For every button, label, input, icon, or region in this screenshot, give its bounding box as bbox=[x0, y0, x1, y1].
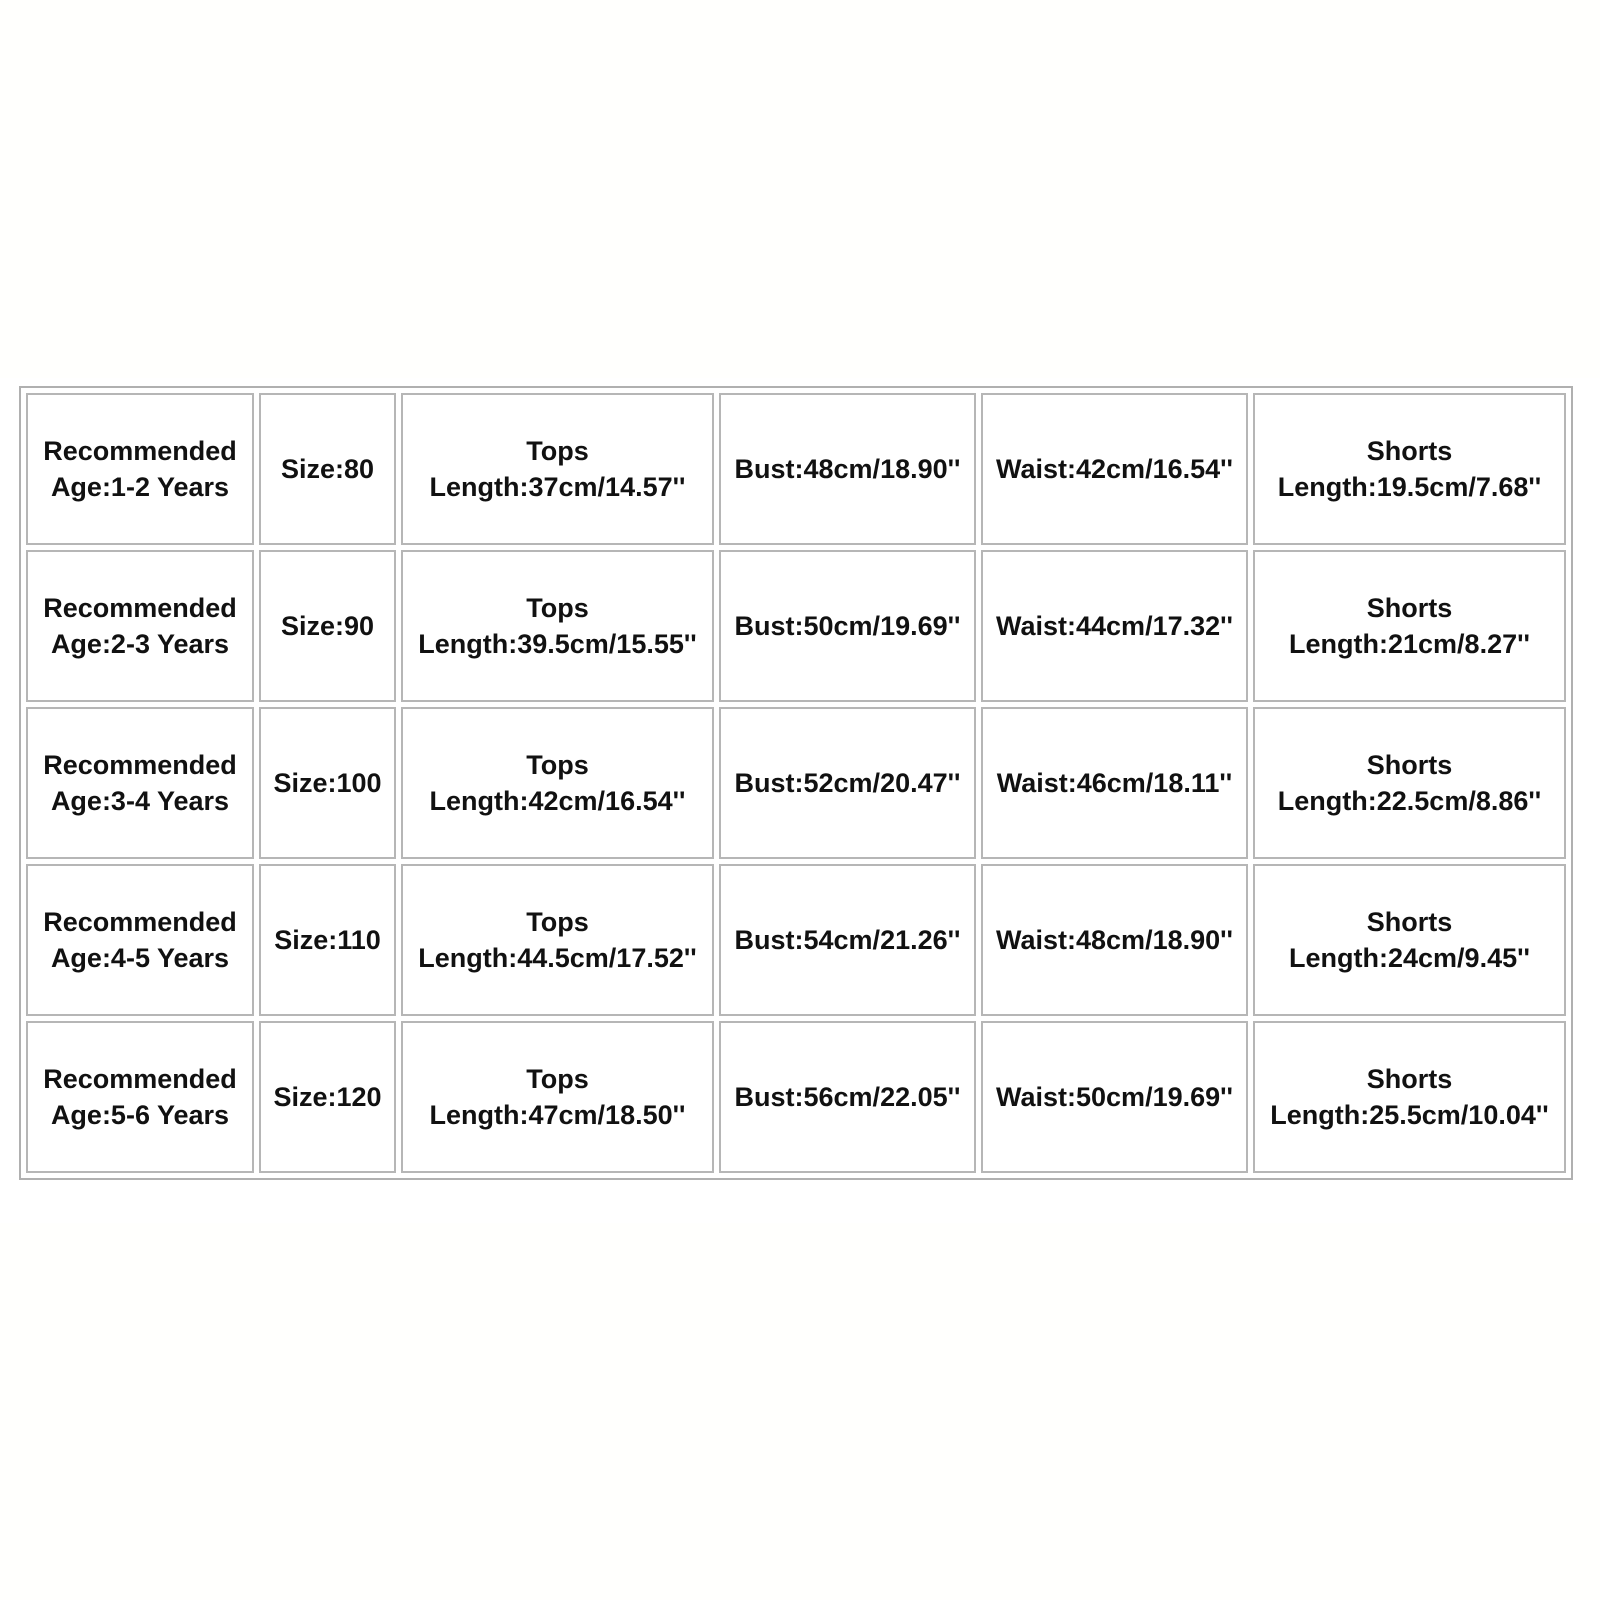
shorts-length-value: Length:22.5cm/8.86'' bbox=[1277, 786, 1542, 816]
size-chart-body bbox=[26, 393, 1566, 1173]
waist-cell bbox=[981, 550, 1248, 702]
age-label: Recommended bbox=[43, 436, 237, 466]
shorts-length-cell bbox=[1253, 393, 1566, 545]
bust-cell bbox=[719, 864, 976, 1016]
size-cell bbox=[259, 1021, 396, 1173]
table-row bbox=[26, 864, 1566, 1016]
waist-cell bbox=[981, 1021, 1248, 1173]
tops-length-value: Length:47cm/18.50'' bbox=[429, 1100, 686, 1130]
tops-length-value: Length:39.5cm/15.55'' bbox=[418, 629, 697, 659]
bust-cell bbox=[719, 393, 976, 545]
shorts-label: Shorts bbox=[1366, 1064, 1453, 1094]
waist-value: Waist:42cm/16.54'' bbox=[996, 454, 1233, 484]
bust-value: Bust:54cm/21.26'' bbox=[734, 925, 961, 955]
shorts-length-cell bbox=[1253, 1021, 1566, 1173]
shorts-length-cell bbox=[1253, 550, 1566, 702]
age-cell bbox=[26, 864, 254, 1016]
shorts-label: Shorts bbox=[1366, 593, 1453, 623]
shorts-label: Shorts bbox=[1366, 907, 1453, 937]
shorts-length-value: Length:19.5cm/7.68'' bbox=[1277, 472, 1542, 502]
age-range: Age:1-2 Years bbox=[50, 472, 230, 502]
size-cell bbox=[259, 550, 396, 702]
tops-label: Tops bbox=[526, 750, 589, 780]
shorts-label: Shorts bbox=[1366, 436, 1453, 466]
bust-cell bbox=[719, 550, 976, 702]
age-cell bbox=[26, 707, 254, 859]
shorts-length-value: Length:21cm/8.27'' bbox=[1289, 629, 1530, 659]
shorts-label: Shorts bbox=[1366, 750, 1453, 780]
tops-label: Tops bbox=[526, 593, 589, 623]
age-cell bbox=[26, 393, 254, 545]
tops-length-cell bbox=[401, 550, 714, 702]
age-cell bbox=[26, 1021, 254, 1173]
age-label: Recommended bbox=[43, 750, 237, 780]
table-row bbox=[26, 550, 1566, 702]
table-row bbox=[26, 1021, 1566, 1173]
waist-value: Waist:48cm/18.90'' bbox=[996, 925, 1233, 955]
size-value: Size:100 bbox=[273, 768, 382, 798]
bust-value: Bust:56cm/22.05'' bbox=[734, 1082, 961, 1112]
waist-value: Waist:44cm/17.32'' bbox=[996, 611, 1233, 641]
tops-length-value: Length:37cm/14.57'' bbox=[429, 472, 686, 502]
age-label: Recommended bbox=[43, 1064, 237, 1094]
shorts-length-cell bbox=[1253, 864, 1566, 1016]
size-cell bbox=[259, 707, 396, 859]
tops-length-cell bbox=[401, 1021, 714, 1173]
size-cell bbox=[259, 393, 396, 545]
shorts-length-cell bbox=[1253, 707, 1566, 859]
bust-cell bbox=[719, 707, 976, 859]
waist-value: Waist:46cm/18.11'' bbox=[996, 768, 1233, 798]
bust-value: Bust:50cm/19.69'' bbox=[734, 611, 961, 641]
tops-length-cell bbox=[401, 393, 714, 545]
age-range: Age:2-3 Years bbox=[50, 629, 230, 659]
table-row bbox=[26, 707, 1566, 859]
table-row bbox=[26, 393, 1566, 545]
waist-cell bbox=[981, 393, 1248, 545]
bust-value: Bust:48cm/18.90'' bbox=[734, 454, 961, 484]
waist-cell bbox=[981, 864, 1248, 1016]
age-range: Age:5-6 Years bbox=[50, 1100, 230, 1130]
tops-length-value: Length:42cm/16.54'' bbox=[429, 786, 686, 816]
size-chart-table bbox=[19, 386, 1573, 1180]
bust-value: Bust:52cm/20.47'' bbox=[734, 768, 961, 798]
size-value: Size:120 bbox=[273, 1082, 382, 1112]
shorts-length-value: Length:24cm/9.45'' bbox=[1289, 943, 1530, 973]
tops-label: Tops bbox=[526, 1064, 589, 1094]
age-range: Age:4-5 Years bbox=[50, 943, 230, 973]
size-value: Size:90 bbox=[280, 611, 375, 641]
tops-length-cell bbox=[401, 707, 714, 859]
tops-length-cell bbox=[401, 864, 714, 1016]
waist-cell bbox=[981, 707, 1248, 859]
tops-label: Tops bbox=[526, 436, 589, 466]
size-cell bbox=[259, 864, 396, 1016]
shorts-length-value: Length:25.5cm/10.04'' bbox=[1270, 1100, 1549, 1130]
age-label: Recommended bbox=[43, 907, 237, 937]
age-range: Age:3-4 Years bbox=[50, 786, 230, 816]
tops-length-value: Length:44.5cm/17.52'' bbox=[418, 943, 697, 973]
size-value: Size:110 bbox=[274, 925, 381, 955]
age-cell bbox=[26, 550, 254, 702]
waist-value: Waist:50cm/19.69'' bbox=[996, 1082, 1233, 1112]
tops-label: Tops bbox=[526, 907, 589, 937]
bust-cell bbox=[719, 1021, 976, 1173]
size-value: Size:80 bbox=[280, 454, 375, 484]
age-label: Recommended bbox=[43, 593, 237, 623]
